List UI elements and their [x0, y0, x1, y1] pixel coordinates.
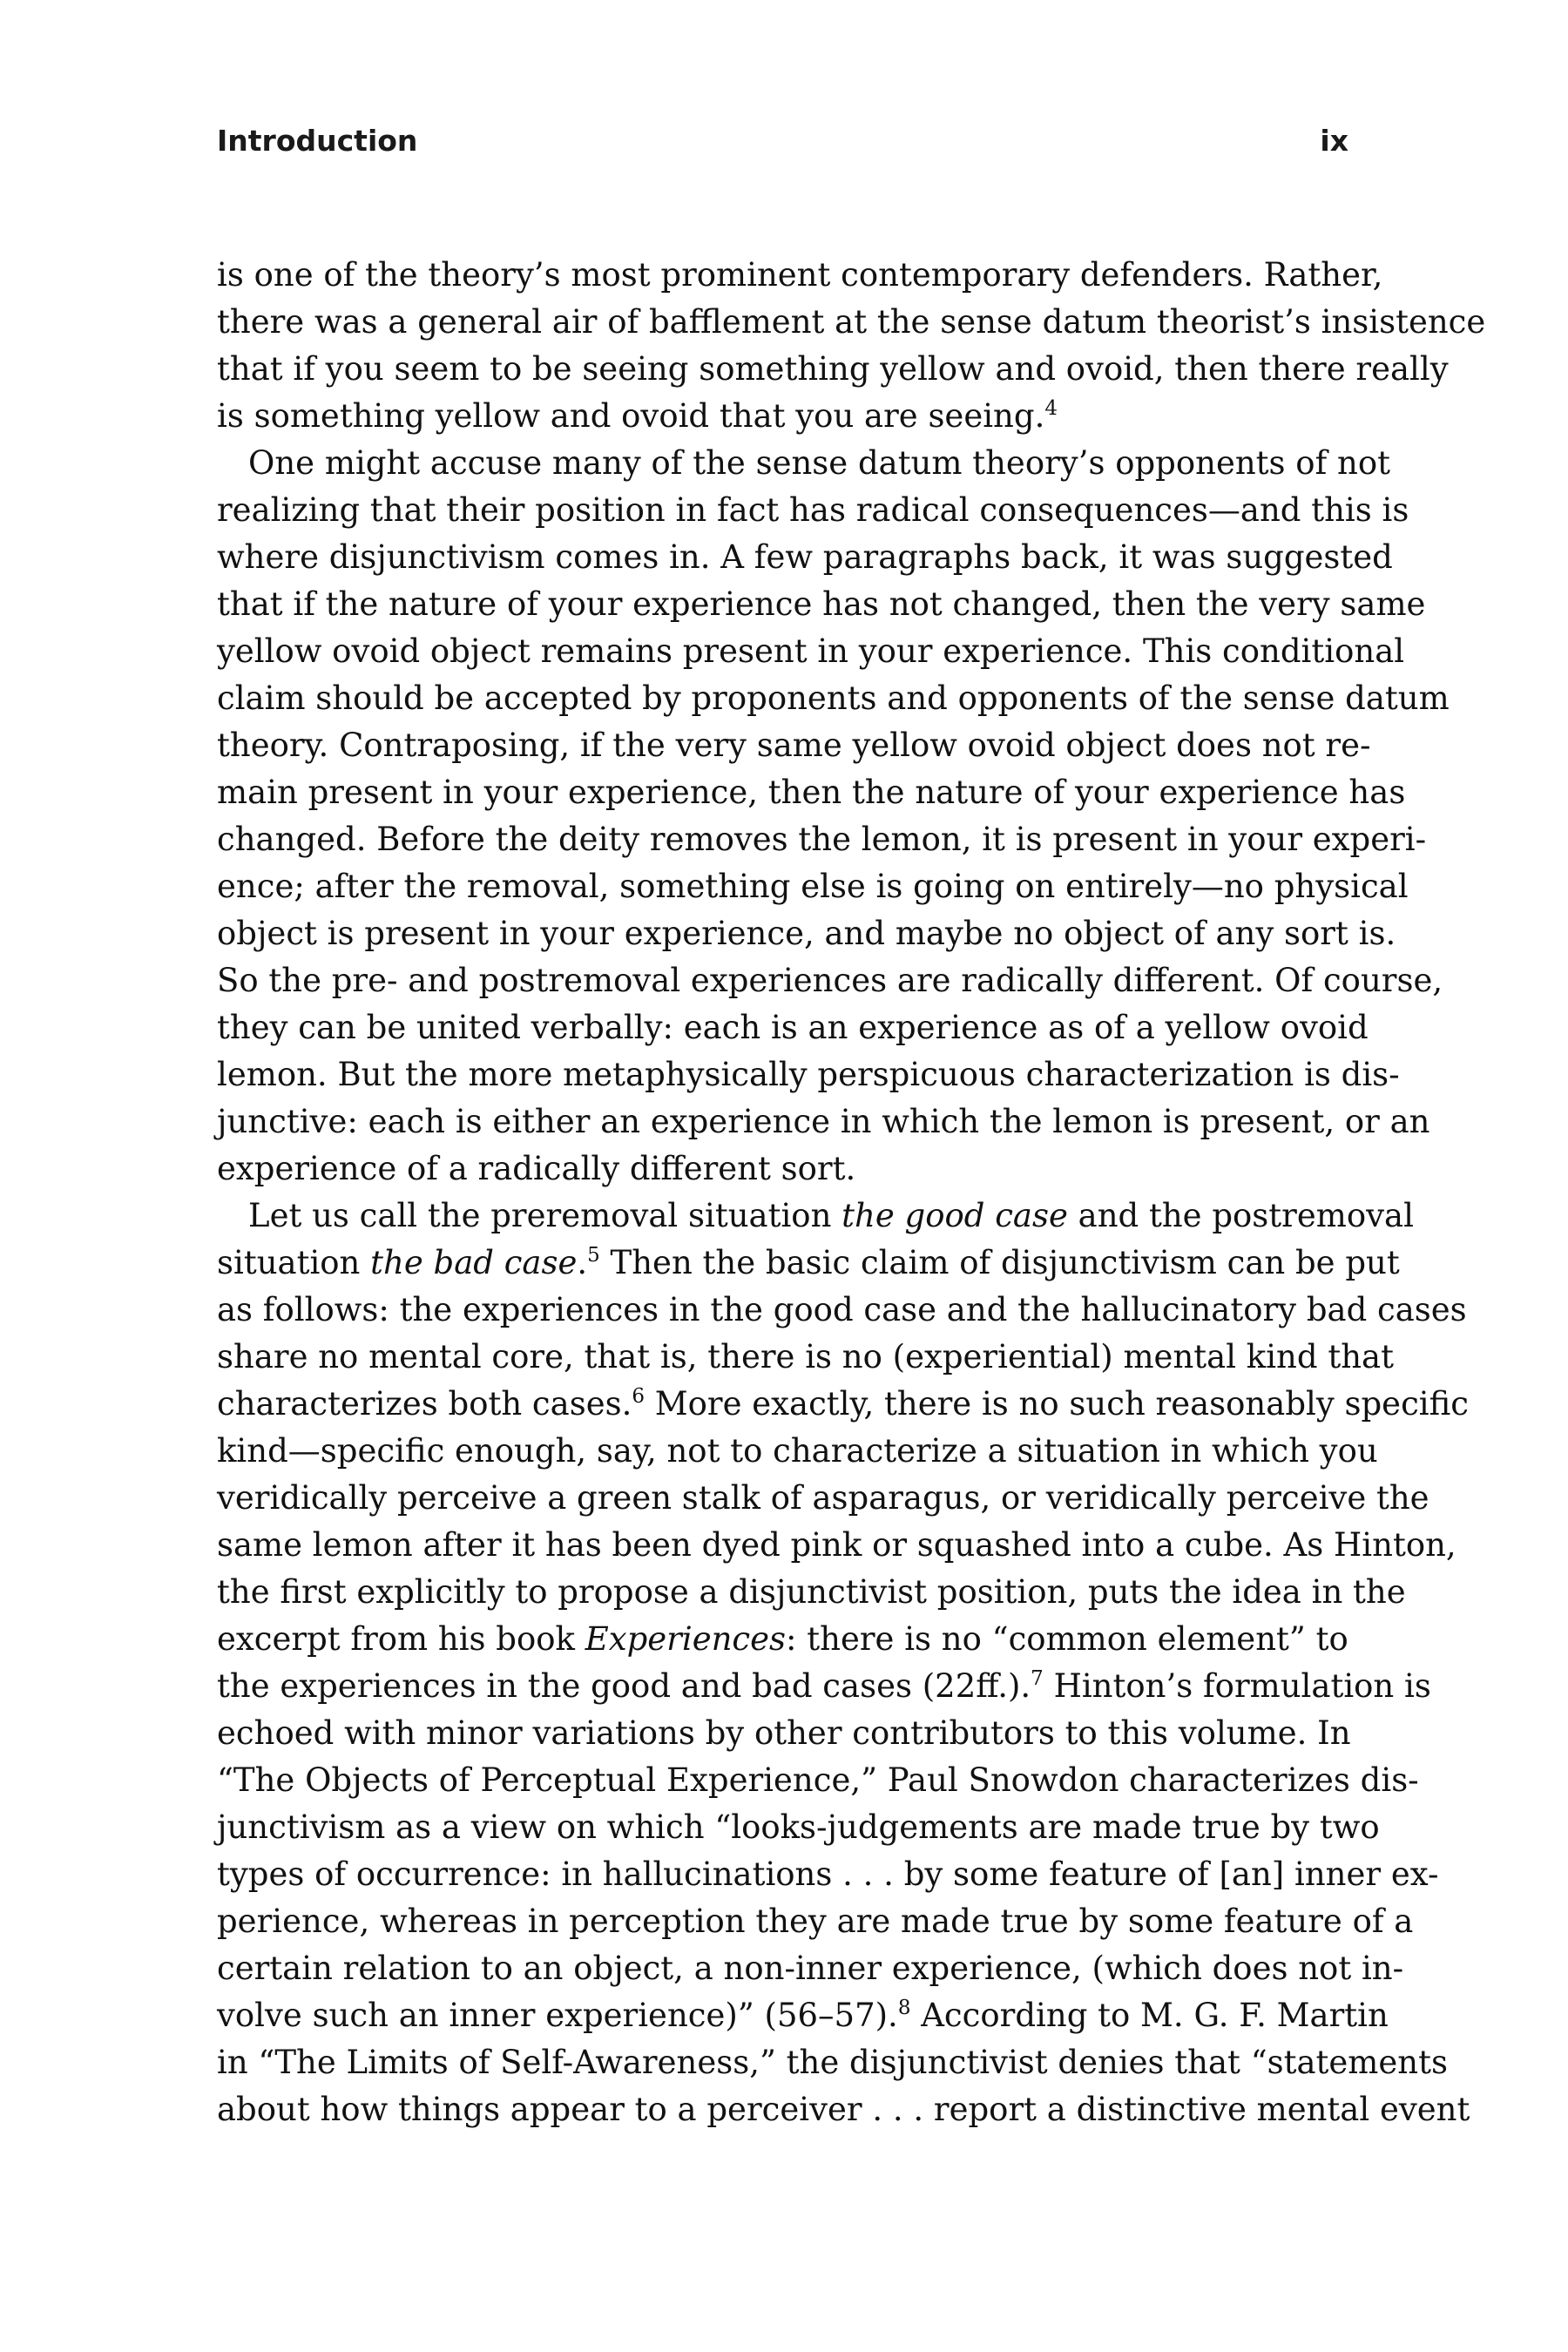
italic-term: the good case [841, 1197, 1068, 1234]
line-text: According to M. G. F. Martin [910, 1997, 1389, 2034]
text-line: changed. Before the deity removes the lemon, it is present in your experi- [217, 821, 1427, 858]
text-line: as follows: the experiences in the good case and the hallucinatory bad cases [217, 1291, 1467, 1328]
line-text: volve such an inner experience)” (56–57). [217, 1997, 898, 2034]
line-text: . [577, 1244, 588, 1281]
text-line: “The Objects of Perceptual Experience,” Paul Snowdon characterizes dis- [217, 1761, 1419, 1799]
text-line [217, 1992, 1389, 2039]
text-line [217, 1381, 1470, 1428]
text-line: kind—specific enough, say, not to characterize a situation in which you [217, 1432, 1378, 1470]
text-line: theory. Contraposing, if the very same yellow ovoid object does not re- [217, 727, 1371, 764]
line-text: situation [217, 1244, 371, 1281]
body-text [217, 252, 1486, 2133]
section-title: Introduction [217, 124, 418, 158]
text-line: One might accuse many of the sense datum theory’s opponents of not [248, 444, 1391, 482]
text-line: realizing that their position in fact has radical consequences—and this is [217, 491, 1409, 529]
text-line [217, 1663, 1431, 1710]
text-line [217, 1240, 1400, 1287]
text-line: echoed with minor variations by other contributors to this volume. In [217, 1714, 1351, 1752]
book-title: Experiences [585, 1620, 787, 1658]
text-line: they can be united verbally: each is an experience as of a yellow ovoid [217, 1009, 1369, 1046]
text-line: the first explicitly to propose a disjunctivist position, puts the idea in the [217, 1573, 1406, 1611]
line-text: excerpt from his book [217, 1620, 585, 1658]
text-line: junctivism as a view on which “looks-judgements are made true by two [217, 1808, 1380, 1846]
page-number: ix [1320, 124, 1348, 158]
text-line: types of occurrence: in hallucinations . . . by some feature of [an] inner ex- [217, 1855, 1439, 1893]
line-text: and the postremoval [1067, 1197, 1414, 1234]
line-text: characterizes both cases. [217, 1385, 632, 1423]
text-line: yellow ovoid object remains present in your experience. This conditional [217, 632, 1405, 670]
line-text: Let us call the preremoval situation [248, 1197, 842, 1234]
footnote-ref: 4 [1044, 397, 1058, 420]
text-line: where disjunctivism comes in. A few paragraphs back, it was suggested [217, 538, 1393, 576]
footnote-ref: 7 [1031, 1667, 1044, 1690]
text-line: So the pre- and postremoval experiences are radically different. Of course, [217, 962, 1443, 999]
text-line: lemon. But the more metaphysically perspicuous characterization is dis- [217, 1056, 1400, 1093]
text-line: there was a general air of bafflement at the sense datum theorist’s insistence [217, 303, 1486, 341]
text-line [217, 1193, 1414, 1240]
text-line: same lemon after it has been dyed pink or squashed into a cube. As Hinton, [217, 1526, 1456, 1564]
text-line [217, 393, 1347, 440]
text-line: about how things appear to a perceiver . . . report a distinctive mental event [217, 2091, 1470, 2128]
line-text: More exactly, there is no such reasonably specific [644, 1385, 1470, 1423]
footnote-ref: 8 [897, 1997, 911, 2019]
text-line: object is present in your experience, and maybe no object of any sort is. [217, 915, 1396, 952]
running-head [217, 124, 1348, 159]
footnote-ref: 6 [632, 1385, 645, 1408]
text-line: main present in your experience, then the nature of your experience has [217, 774, 1406, 811]
line-text: Hinton’s formulation is [1043, 1667, 1431, 1705]
italic-term: the bad case [370, 1244, 578, 1281]
text-line: junctive: each is either an experience in which the lemon is present, or an [217, 1103, 1430, 1140]
line-text: : there is no “common element” to [786, 1620, 1348, 1658]
line-text: Then the basic claim of disjunctivism can be put [599, 1244, 1400, 1281]
text-line: ence; after the removal, something else is going on entirely—no physical [217, 868, 1409, 905]
line-text: the experiences in the good and bad cases (22ff.). [217, 1667, 1031, 1705]
text-line: that if the nature of your experience has not changed, then the very same [217, 585, 1426, 623]
text-line: share no mental core, that is, there is no (experiential) mental kind that [217, 1338, 1394, 1375]
text-line: is one of the theory’s most prominent contemporary defenders. Rather, [217, 256, 1383, 294]
text-line: certain relation to an object, a non-inner experience, (which does not in- [217, 1950, 1404, 1987]
text-line: perience, whereas in perception they are made true by some feature of a [217, 1903, 1414, 1940]
text-line: that if you seem to be seeing something yellow and ovoid, then there really [217, 350, 1449, 388]
text-line: in “The Limits of Self-Awareness,” the disjunctivist denies that “statements [217, 2044, 1448, 2081]
text-line: veridically perceive a green stalk of asparagus, or veridically perceive the [217, 1479, 1429, 1517]
text-line [217, 1616, 1347, 1663]
line-text: is something yellow and ovoid that you are seeing. [217, 397, 1045, 435]
footnote-ref: 5 [587, 1244, 600, 1267]
text-line: claim should be accepted by proponents and opponents of the sense datum [217, 679, 1450, 717]
text-line: experience of a radically different sort. [217, 1150, 856, 1187]
